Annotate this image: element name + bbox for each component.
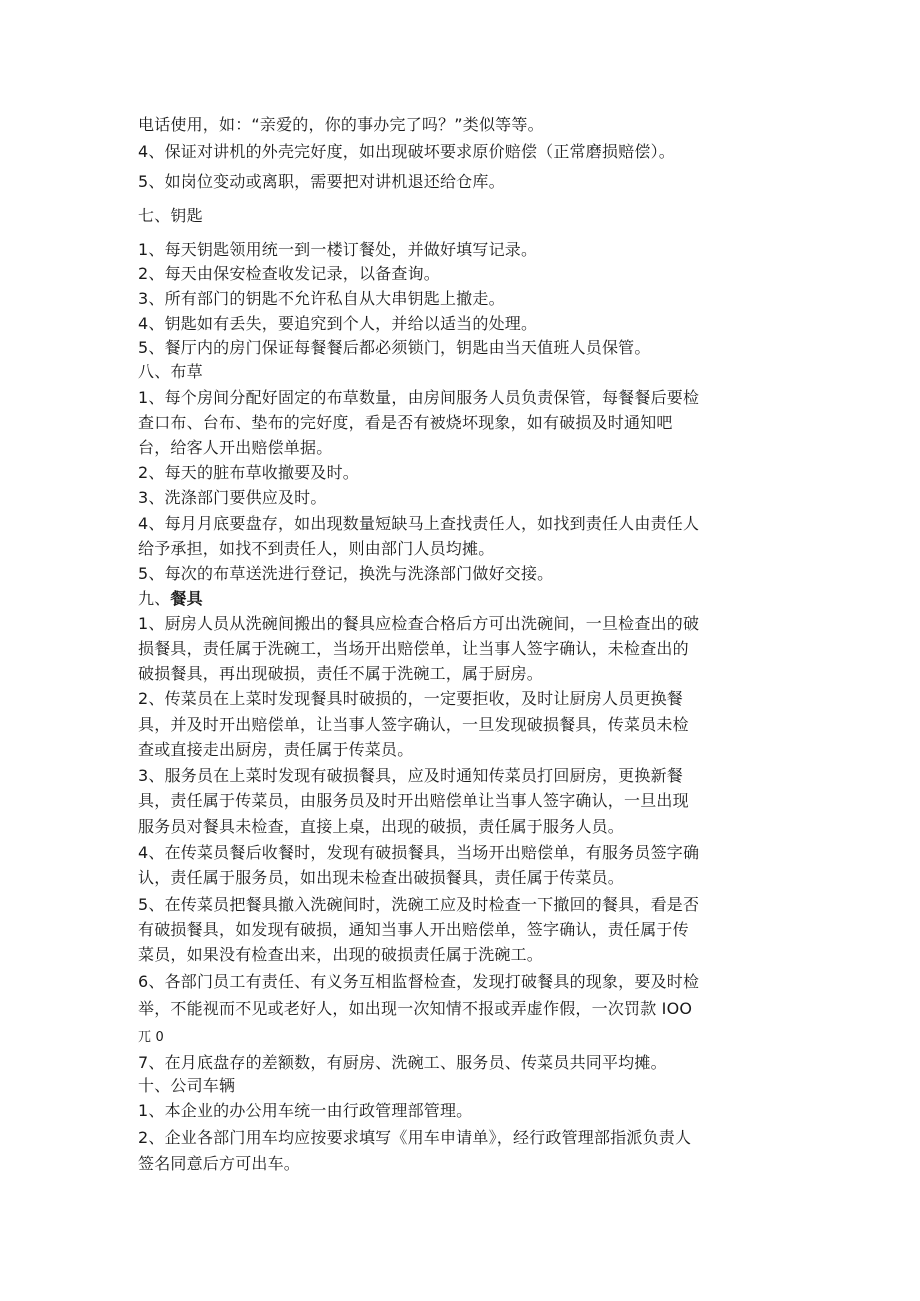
text-line: 2、传菜员在上菜时发现餐具时破损的，一定要拒收，及时让厨房人员更换餐 — [138, 689, 683, 708]
text-line: 5、每次的布草送洗进行登记，换洗与洗涤部门做好交接。 — [138, 564, 554, 583]
section-heading: 七、钥匙 — [138, 206, 203, 225]
text-line: 7、在月底盘存的差额数，有厨房、洗碗工、服务员、传菜员共同平均摊。 — [138, 1053, 667, 1072]
text-line: 破损餐具，再出现破损，责任不属于洗碗工，属于厨房。 — [138, 664, 544, 683]
section-heading: 十、公司车辆 — [138, 1076, 236, 1095]
text-line: 电话使用，如：“亲爱的，你的事办完了吗？”类似等等。 — [138, 115, 544, 134]
text-line: 查或直接走出厨房，责任属于传菜员。 — [138, 740, 414, 759]
text-line: 举，不能视而不见或老好人，如出现一次知情不报或弄虚作假，一次罚款 IOO — [138, 999, 693, 1018]
text-line: 损餐具，责任属于洗碗工，当场开出赔偿单，让当事人签字确认，未检查出的 — [138, 639, 689, 658]
text-line: 2、企业各部门用车均应按要求填写《用车申请单》，经行政管理部指派负责人 — [138, 1128, 692, 1147]
text-line: 菜员，如果没有检查出来，出现的破损责任属于洗碗工。 — [138, 945, 544, 964]
text-line: 3、服务员在上菜时发现有破损餐具，应及时通知传菜员打回厨房，更换新餐 — [138, 766, 683, 785]
text-line: 4、每月月底要盘存，如出现数量短缺马上查找责任人，如找到责任人由责任人 — [138, 514, 700, 533]
text-line: 1、每天钥匙领用统一到一楼订餐处，并做好填写记录。 — [138, 240, 538, 259]
text-line: 4、钥匙如有丢失，要追究到个人，并给以适当的处理。 — [138, 314, 538, 333]
text-line: 台，给客人开出赔偿单据。 — [138, 438, 333, 457]
text-line: 1、厨房人员从洗碗间搬出的餐具应检查合格后方可出洗碗间，一旦检查出的破 — [138, 614, 700, 633]
text-line: 签名同意后方可出车。 — [138, 1154, 301, 1173]
text-line: 具，并及时开出赔偿单，让当事人签字确认，一旦发现破损餐具，传菜员未检 — [138, 715, 689, 734]
section-heading — [138, 589, 788, 609]
text-line: 4、保证对讲机的外壳完好度，如出现破坏要求原价赔偿（正常磨损赔偿）。 — [138, 142, 675, 161]
text-line: 有破损餐具，如发现有破损，通知当事人开出赔偿单，签字确认，责任属于传 — [138, 920, 689, 939]
section-heading: 八、布草 — [138, 362, 203, 381]
section-title: 餐具 — [170, 589, 203, 608]
text-line: 5、如岗位变动或离职，需要把对讲机退还给仓库。 — [138, 172, 505, 191]
text-line: 给予承担，如找不到责任人，则由部门人员均摊。 — [138, 539, 495, 558]
text-line: 6、各部门员工有责任、有义务互相监督检查，发现打破餐具的现象，要及时检 — [138, 972, 700, 991]
text-line: 兀 0 — [138, 1030, 165, 1045]
text-line: 认，责任属于服务员，如出现未检查出破损餐具，责任属于传菜员。 — [138, 868, 625, 887]
text-line: 5、餐厅内的房门保证每餐餐后都必须锁门，钥匙由当天值班人员保管。 — [138, 338, 651, 357]
text-line: 查口布、台布、垫布的完好度，看是否有被烧坏现象，如有破损及时通知吧 — [138, 413, 673, 432]
text-line: 服务员对餐具未检查，直接上桌，出现的破损，责任属于服务人员。 — [138, 817, 625, 836]
text-line: 3、所有部门的钥匙不允许私自从大串钥匙上撤走。 — [138, 289, 505, 308]
text-line: 3、洗涤部门要供应及时。 — [138, 488, 327, 507]
text-line: 2、每天的脏布草收撤要及时。 — [138, 463, 359, 482]
text-line: 具，责任属于传菜员，由服务员及时开出赔偿单让当事人签字确认，一旦出现 — [138, 791, 689, 810]
text-line: 1、每个房间分配好固定的布草数量，由房间服务人员负责保管，每餐餐后要检 — [138, 388, 700, 407]
text-line: 5、在传菜员把餐具撤入洗碗间时，洗碗工应及时检查一下撤回的餐具，看是否 — [138, 895, 700, 914]
text-line: 1、本企业的办公用车统一由行政管理部管理。 — [138, 1101, 473, 1120]
text-line: 4、在传菜员餐后收餐时，发现有破损餐具，当场开出赔偿单，有服务员签字确 — [138, 843, 700, 862]
text-line: 2、每天由保安检查收发记录，以备查询。 — [138, 264, 440, 283]
section-number: 九、 — [138, 589, 171, 608]
